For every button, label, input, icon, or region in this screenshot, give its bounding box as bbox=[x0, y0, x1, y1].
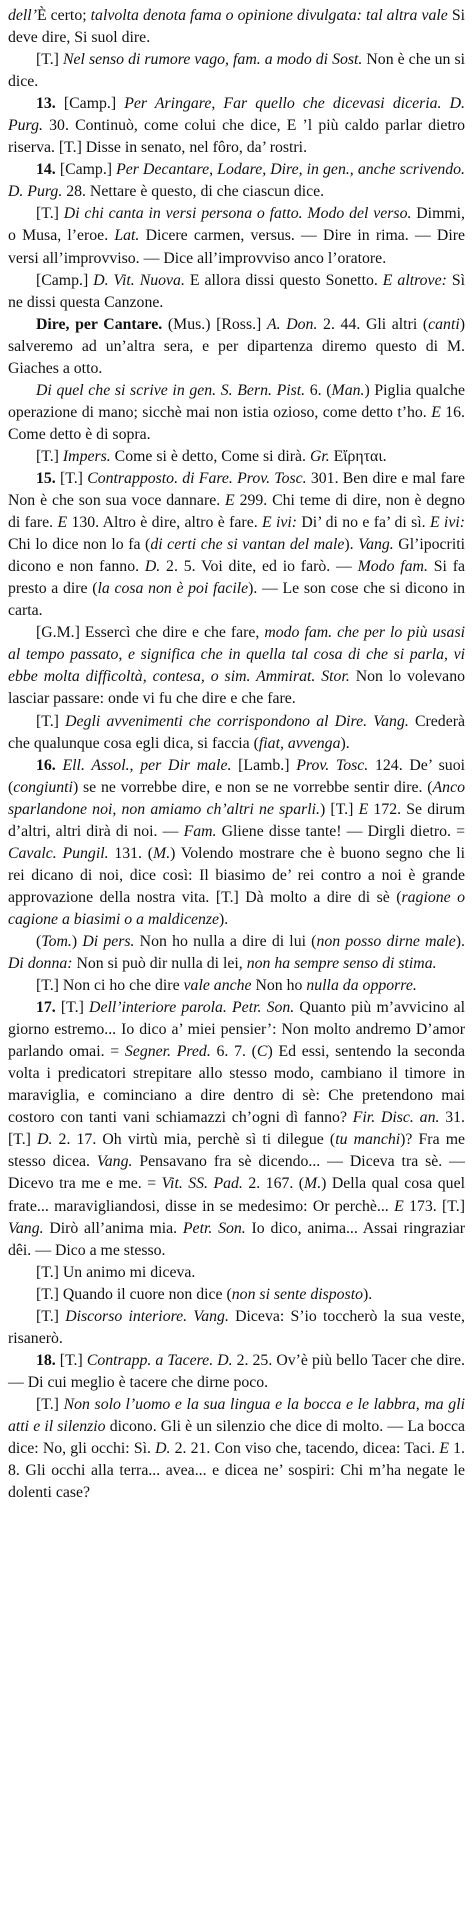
entry-text: 301. Ben dire e mal fare Non è che son sua voce dannare. bbox=[8, 469, 465, 510]
entry-text: ). bbox=[340, 734, 350, 752]
entry-text: dicono. Gli è un silenzio che dice di molto. — La bocca dice: No, gli occhi: Sì. bbox=[8, 1418, 465, 1458]
entry-number: 13. bbox=[36, 95, 56, 113]
dictionary-entry-p14 bbox=[8, 931, 465, 975]
italic-gloss: Vang. bbox=[8, 1219, 44, 1237]
entry-number: Dire, per Cantare. bbox=[36, 315, 163, 333]
entry-text: 2. 17. Oh virtù mia, perchè sì ti dilegue ( bbox=[52, 1131, 336, 1149]
entry-text: Non è che un si dice. bbox=[8, 51, 465, 91]
entry-text: ) Ed essi, sentendo la seconda volta i predicatori strepitare allo stesso modo, cambiano il timore in maraviglia, e cominciano a dire dentro di sè: Che pretendono mai costoro con tanti vani schiamazzi ch’ogni dì fanno? bbox=[8, 1043, 465, 1127]
dictionary-entry-p12 bbox=[8, 711, 465, 755]
entry-text: [T.] bbox=[55, 999, 90, 1017]
dictionary-entry-p18 bbox=[8, 1284, 465, 1306]
entry-text: 131. ( bbox=[108, 844, 154, 862]
entry-text: Dimmi, o Musa, l’eroe. bbox=[8, 205, 465, 245]
italic-gloss: Prov. Tosc. bbox=[296, 756, 369, 774]
entry-text: 16. Come detto è di sopra. bbox=[8, 403, 466, 443]
entry-text: ) Della qual cosa quel frate... maravigliandosi, disse in se medesimo: Or perchè... bbox=[8, 1175, 465, 1215]
italic-gloss: Cavalc. Pungil. bbox=[8, 844, 109, 862]
italic-gloss: Nel senso di rumore vago, fam. a modo di Sost. bbox=[62, 51, 363, 69]
entry-text: Quanto più m’avvicino al giorno estremo... Io dico a’ miei pensier’: Non molto andremo D’amor parlando omai. = bbox=[8, 999, 465, 1061]
italic-gloss: Per Decantare, Lodare, Dire, in gen., anche scrivendo. D. Purg. bbox=[8, 161, 465, 201]
italic-gloss: D. bbox=[155, 1440, 171, 1458]
italic-gloss: non ha sempre senso di stima. bbox=[246, 955, 437, 973]
entry-text: Si fa presto a dire ( bbox=[8, 558, 465, 598]
entry-text: Come si è detto, Come si dirà. bbox=[110, 447, 310, 465]
italic-gloss: Segner. Pred. bbox=[124, 1043, 211, 1061]
dictionary-entry-p6 bbox=[8, 270, 465, 314]
italic-gloss: Non solo l’uomo e la sua lingua e la bocca e le labbra, ma gli atti e il silenzio bbox=[8, 1395, 465, 1435]
dictionary-entry-p4 bbox=[8, 159, 465, 203]
dictionary-entry-p13 bbox=[8, 755, 465, 931]
italic-gloss: Dell’interiore parola. Petr. Son. bbox=[89, 999, 295, 1017]
dictionary-entry-p5 bbox=[8, 203, 465, 269]
italic-gloss: Lat. bbox=[114, 227, 140, 245]
italic-gloss: Fir. Disc. an. bbox=[352, 1109, 440, 1127]
italic-gloss: congiunti bbox=[13, 778, 73, 796]
entry-text: [T.] bbox=[36, 1395, 64, 1413]
italic-gloss: D. Vit. Nuova. bbox=[93, 271, 185, 289]
italic-gloss: Di chi canta in versi persona o fatto. Modo del verso. bbox=[63, 205, 412, 223]
italic-gloss: A. Don. bbox=[266, 315, 318, 333]
entry-text bbox=[56, 757, 63, 774]
italic-gloss: non posso dirne male bbox=[316, 932, 456, 950]
entry-text: Non si può dir nulla di lei, bbox=[72, 955, 247, 973]
italic-gloss: E bbox=[394, 1197, 404, 1215]
italic-gloss: Fam. bbox=[183, 822, 217, 840]
entry-text: ) Piglia qualche operazione di mano; sicchè mai non istia ozioso, come detto t’ho. bbox=[8, 381, 465, 421]
entry-text: [T.] Non ci ho che dire bbox=[36, 977, 184, 995]
entry-text: ). bbox=[219, 910, 229, 928]
entry-text: [T.] Quando il cuore non dice ( bbox=[36, 1285, 232, 1303]
italic-gloss: M. bbox=[304, 1175, 322, 1193]
italic-gloss: fiat, avvenga bbox=[258, 734, 341, 752]
entry-text: 1. 8. Gli occhi alla terra... avea... e dicea ne’ sospiri: Chi m’ha negate le dolenti case? bbox=[8, 1440, 465, 1502]
dictionary-entry-p10 bbox=[8, 468, 465, 622]
italic-gloss: modo fam. che per lo più usasi al tempo passato, e significa che in quella tal cosa di che si parla, vi ebbe molta difficoltà, contesa, o sim. Ammirat. Stor. bbox=[8, 624, 465, 686]
entry-text: Crederà che qualunque cosa egli dica, si faccia ( bbox=[8, 712, 465, 752]
dictionary-entry-p19 bbox=[8, 1306, 465, 1350]
dictionary-entry-p16 bbox=[8, 997, 465, 1262]
italic-gloss: E bbox=[439, 1440, 449, 1458]
entry-text: È certo; bbox=[36, 7, 91, 24]
italic-gloss: Vit. SS. Pad. bbox=[161, 1175, 243, 1193]
entry-text: ) bbox=[71, 932, 83, 950]
italic-gloss: E altrove: bbox=[382, 271, 447, 289]
italic-gloss: tu manchi bbox=[335, 1131, 401, 1149]
entry-text: Pensavano fra sè dicendo... — Diceva tra sè. — Dicevo tra me e me. = bbox=[8, 1153, 465, 1193]
entry-text: Dicere carmen, versus. — Dire in rima. — Dire versi all’improvviso. — Dice all’improvviso anco l’oratore. bbox=[8, 227, 465, 267]
entry-text: Εἴρηται. bbox=[329, 447, 387, 465]
dictionary-entry-p17 bbox=[8, 1262, 465, 1284]
entry-text: 6. ( bbox=[305, 381, 332, 399]
dictionary-entry-p20 bbox=[8, 1350, 465, 1394]
italic-gloss: Di donna: bbox=[8, 955, 73, 973]
entry-text: 2. 167. ( bbox=[242, 1175, 305, 1193]
italic-gloss: E ivi: bbox=[429, 514, 465, 532]
italic-gloss: non si sente disposto bbox=[231, 1285, 363, 1303]
entry-text: [T.] bbox=[36, 1307, 66, 1325]
italic-gloss: di certi che si vantan del male bbox=[150, 536, 345, 554]
entry-text: Dirò all’anima mia. bbox=[43, 1219, 183, 1237]
entry-text: Gliene disse tante! — Dirgli dietro. = bbox=[216, 822, 465, 840]
italic-gloss: Man. bbox=[331, 381, 365, 399]
italic-gloss: Tom. bbox=[41, 932, 72, 950]
italic-gloss: Impers. bbox=[62, 447, 111, 465]
italic-gloss: E bbox=[431, 403, 441, 421]
entry-text: ) [T.] bbox=[319, 800, 359, 818]
entry-text: Sì ne dissi questa Canzone. bbox=[8, 271, 465, 311]
dictionary-entry-p11 bbox=[8, 622, 465, 710]
italic-gloss: D. bbox=[144, 558, 161, 576]
italic-gloss: Contrapposto. di Fare. Prov. Tosc. bbox=[87, 469, 307, 487]
entry-text: 172. Se dirum d’altri, altri dirà di noi. — bbox=[8, 800, 465, 840]
italic-gloss: dell’ bbox=[8, 7, 37, 24]
italic-gloss: Degli avvenimenti che corrispondono al Dire. Vang. bbox=[65, 712, 409, 730]
entry-text: [T.] bbox=[55, 1351, 87, 1369]
entry-number: 16. bbox=[36, 756, 56, 774]
entry-text: 173. [T.] bbox=[403, 1197, 465, 1215]
entry-number: 18. bbox=[36, 1351, 56, 1369]
entry-text: E allora dissi questo Sonetto. bbox=[184, 271, 383, 289]
entry-text: 28. Nettare è questo, di che ciascun dice. bbox=[62, 183, 325, 201]
italic-gloss: ragione o cagione a biasimi o a maldicenze bbox=[8, 888, 465, 928]
entry-text: 6. 7. ( bbox=[210, 1043, 257, 1061]
entry-text: ). bbox=[344, 536, 359, 554]
entry-text: 2. 21. Con viso che, tacendo, dicea: Taci. bbox=[170, 1440, 440, 1458]
entry-number: 15. bbox=[36, 469, 56, 487]
entry-text: [T.] Un animo mi diceva. bbox=[36, 1263, 196, 1281]
italic-gloss: vale anche bbox=[183, 977, 252, 995]
italic-gloss: Modo fam. bbox=[357, 558, 428, 576]
entry-text: [T.] bbox=[36, 51, 63, 69]
entry-text: Non lo volevano lasciar passare: onde vi fu che dire e che fare. bbox=[8, 668, 465, 708]
italic-gloss: canti bbox=[428, 315, 460, 333]
entry-text: Chi lo dice non lo fa ( bbox=[8, 536, 151, 554]
entry-text: [Lamb.] bbox=[231, 756, 297, 774]
dictionary-entry-p15 bbox=[8, 975, 465, 997]
entry-text: 2. 25. Ov’è più bello Tacer che dire. — Di cui meglio è tacere che dirne poco. bbox=[8, 1351, 465, 1391]
italic-gloss: Di pers. bbox=[82, 932, 135, 950]
dictionary-entry-p3 bbox=[8, 93, 465, 159]
entry-text: 124. De’ suoi ( bbox=[8, 756, 465, 796]
dictionary-entry-p21 bbox=[8, 1394, 465, 1504]
entry-text: Di’ di no e fa’ di sì. bbox=[297, 514, 430, 532]
entry-text: ) salveremo ad un’altra sera, e per dipartenza diremo questo di M. Giaches a otto. bbox=[8, 315, 465, 377]
italic-gloss: Vang. bbox=[358, 536, 394, 554]
italic-gloss: M. bbox=[153, 844, 171, 862]
italic-gloss: Di quel che si scrive in gen. S. Bern. Pist. bbox=[36, 381, 306, 399]
italic-gloss: E ivi: bbox=[262, 514, 298, 532]
entry-text: ) se ne vorrebbe dire, e non se ne vorrebbe sentir dire. ( bbox=[72, 778, 433, 796]
entry-text: Si deve dire, Si suol dire. bbox=[8, 7, 465, 47]
entry-text: Io dico, anima... Assai ringraziar dêi. — Dico a me stesso. bbox=[8, 1219, 465, 1259]
dictionary-entry-p7 bbox=[8, 314, 465, 380]
italic-gloss: Vang. bbox=[96, 1153, 133, 1171]
entry-text: [Camp.] bbox=[36, 271, 94, 289]
entry-text: 299. Chi teme di dire, non è degno di fare. bbox=[8, 492, 465, 532]
italic-gloss: Ell. Assol., per Dir male. bbox=[62, 756, 232, 774]
entry-text: [Camp.] bbox=[55, 161, 117, 179]
entry-text: 31. [T.] bbox=[8, 1109, 465, 1149]
italic-gloss: Anco sparlandone noi, non amiamo ch’altri ne sparli. bbox=[8, 778, 465, 818]
italic-gloss: Petr. Son. bbox=[182, 1219, 246, 1237]
italic-gloss: C bbox=[256, 1043, 268, 1061]
entry-text: )? Fra me stesso dicea. bbox=[8, 1131, 465, 1171]
entry-text: 30. Continuò, come colui che dice, E ’l più caldo parlar dietro riserva. [T.] Disse in senato, nel fôro, da’ rostri. bbox=[8, 117, 465, 157]
entry-text: ). bbox=[363, 1285, 373, 1303]
dictionary-entry-p9 bbox=[8, 446, 465, 468]
entry-text: ) Volendo mostrare che è buono segno che li rei dicano di noi, dice così: Il biasimo de’ rei contro a noi è grande approvazione della nostra vita. [T.] Dà molto a dire di sè ( bbox=[8, 844, 466, 906]
entry-text: [T.] bbox=[36, 205, 64, 223]
dictionary-entry-p8 bbox=[8, 380, 465, 446]
entry-text: [T.] bbox=[36, 447, 63, 465]
entry-text: ). — Le son cose che si dicono in carta. bbox=[8, 580, 465, 620]
entry-text: 2. 5. Voi dite, ed io farò. — bbox=[160, 558, 358, 576]
entry-text: Non ho bbox=[251, 977, 307, 995]
entry-text: [T.] bbox=[36, 712, 66, 730]
entry-text: [G.M.] Essercì che dire e che fare, bbox=[36, 624, 265, 642]
entry-number: 17. bbox=[36, 999, 56, 1017]
entry-text: (Mus.) [Ross.] bbox=[162, 315, 267, 333]
entry-text: Gl’ipocriti dicono e non fanno. bbox=[8, 536, 465, 576]
italic-gloss: talvolta denota fama o opinione divulgata: tal altra vale bbox=[90, 7, 452, 24]
italic-gloss: D. bbox=[37, 1131, 53, 1149]
entry-text: ( bbox=[36, 932, 42, 950]
italic-gloss: Per Aringare, Far quello che dicevasi diceria. D. Purg. bbox=[8, 95, 466, 135]
entry-text: [Camp.] bbox=[55, 95, 125, 113]
entry-text: [T.] bbox=[55, 469, 88, 487]
dictionary-entry-p2 bbox=[8, 49, 465, 93]
entry-text: Non ho nulla a dire di lui ( bbox=[134, 932, 317, 950]
italic-gloss: Discorso interiore. Vang. bbox=[65, 1307, 229, 1325]
italic-gloss: la cosa non è poi facile bbox=[97, 580, 249, 598]
entry-number: 14. bbox=[36, 161, 56, 179]
entry-text: Diceva: S’io toccherò la sua veste, risanerò. bbox=[8, 1307, 465, 1347]
entry-text: 2. 44. Gli altri ( bbox=[317, 315, 429, 333]
italic-gloss: E bbox=[358, 800, 369, 818]
italic-gloss: E bbox=[57, 514, 68, 532]
entry-text: 130. Altro è dire, altro è fare. bbox=[67, 514, 262, 532]
entry-text: ). bbox=[455, 932, 465, 950]
italic-gloss: E bbox=[225, 492, 235, 510]
dictionary-entry-p1 bbox=[8, 5, 465, 49]
italic-gloss: nulla da opporre. bbox=[306, 977, 417, 995]
italic-gloss: Gr. bbox=[309, 447, 330, 465]
italic-gloss: Contrapp. a Tacere. D. bbox=[86, 1351, 233, 1369]
